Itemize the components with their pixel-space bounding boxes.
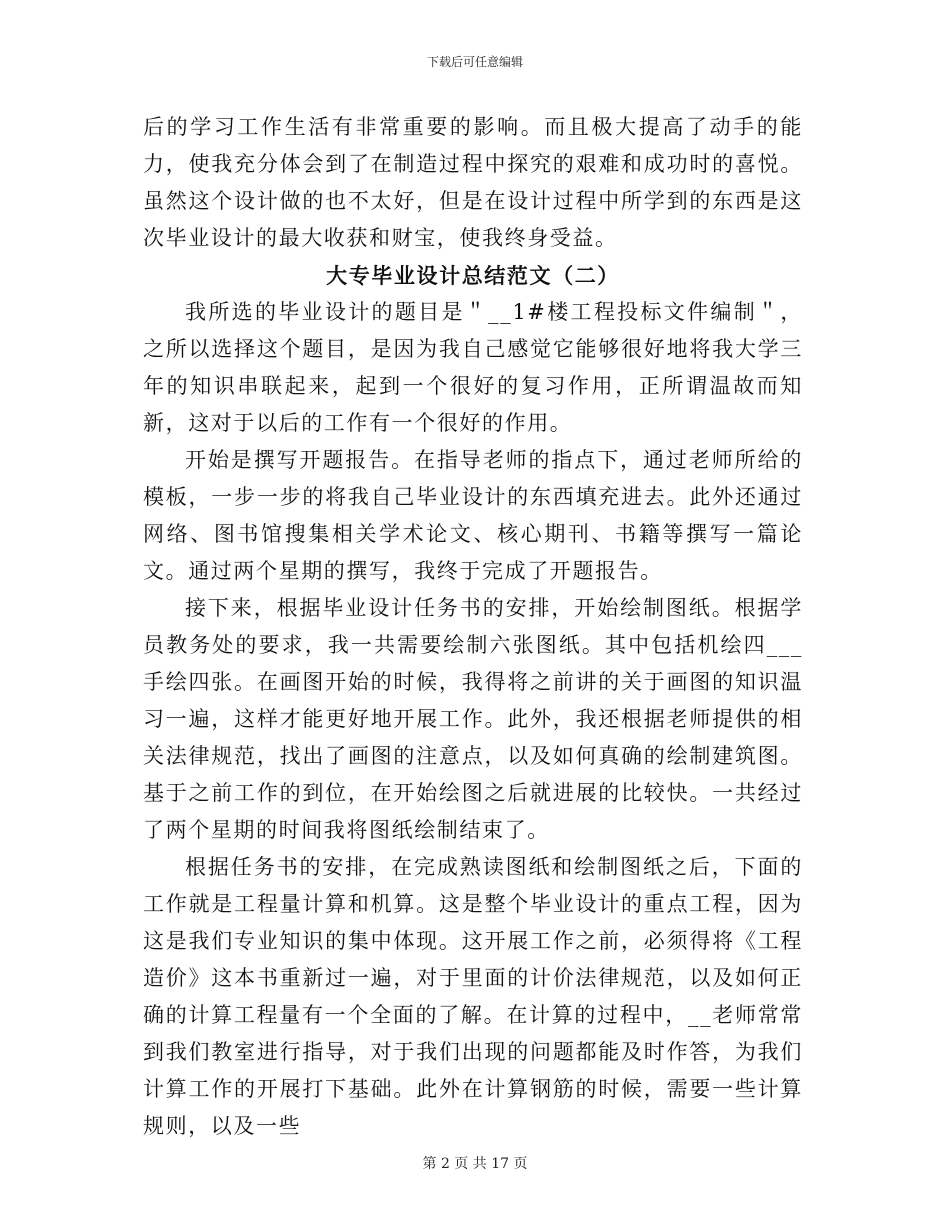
document-body [143, 109, 803, 1145]
body-paragraph-4: 根据任务书的安排，在完成熟读图纸和绘制图纸之后，下面的工作就是工程量计算和机算。这是整个毕业设计的重点工程，因为这是我们专业知识的集中体现。这开展工作之前，必须得将《工程造价》这本书重新过一遍，对于里面的计价法律规范，以及如何正确的计算工程量有一个全面的了解。在计算的过程中，__老师常常到我们教室进行指导，对于我们出现的问题都能及时作答，为我们计算工作的开展打下基础。此外在计算钢筋的时候，需要一些计算规则，以及一些 [143, 855, 803, 1138]
body-paragraph-2: 开始是撰写开题报告。在指导老师的指点下，通过老师所给的模板，一步一步的将我自己毕业设计的东西填充进去。此外还通过网络、图书馆搜集相关学术论文、核心期刊、书籍等撰写一篇论文。通过两个星期的撰写，我终于完成了开题报告。 [143, 448, 803, 583]
page-number-footer: 第 2 页 共 17 页 [422, 1156, 528, 1172]
continued-paragraph: 后的学习工作生活有非常重要的影响。而且极大提高了动手的能力，使我充分体会到了在制造过程中探究的艰难和成功时的喜悦。虽然这个设计做的也不太好，但是在设计过程中所学到的东西是这次毕业设计的最大收获和财宝，使我终身受益。 [143, 115, 803, 250]
body-paragraph-1: 我所选的毕业设计的题目是＂__1#楼工程投标文件编制＂，之所以选择这个题目，是因为我自己感觉它能够很好地将我大学三年的知识串联起来，起到一个很好的复习作用，正所谓温故而知新，这对于以后的工作有一个很好的作用。 [143, 300, 803, 435]
page-header-note: 下载后可任意编辑 [426, 55, 523, 69]
section-title: 大专毕业设计总结范文（二） [326, 263, 620, 288]
body-paragraph-3: 接下来，根据毕业设计任务书的安排，开始绘制图纸。根据学员教务处的要求，我一共需要绘制六张图纸。其中包括机绘四___手绘四张。在画图开始的时候，我得将之前讲的关于画图的知识温习一遍，这样才能更好地开展工作。此外，我还根据老师提供的相关法律规范，找出了画图的注意点，以及如何真确的绘制建筑图。基于之前工作的到位，在开始绘图之后就进展的比较快。一共经过了两个星期的时间我将图纸绘制结束了。 [143, 596, 803, 842]
